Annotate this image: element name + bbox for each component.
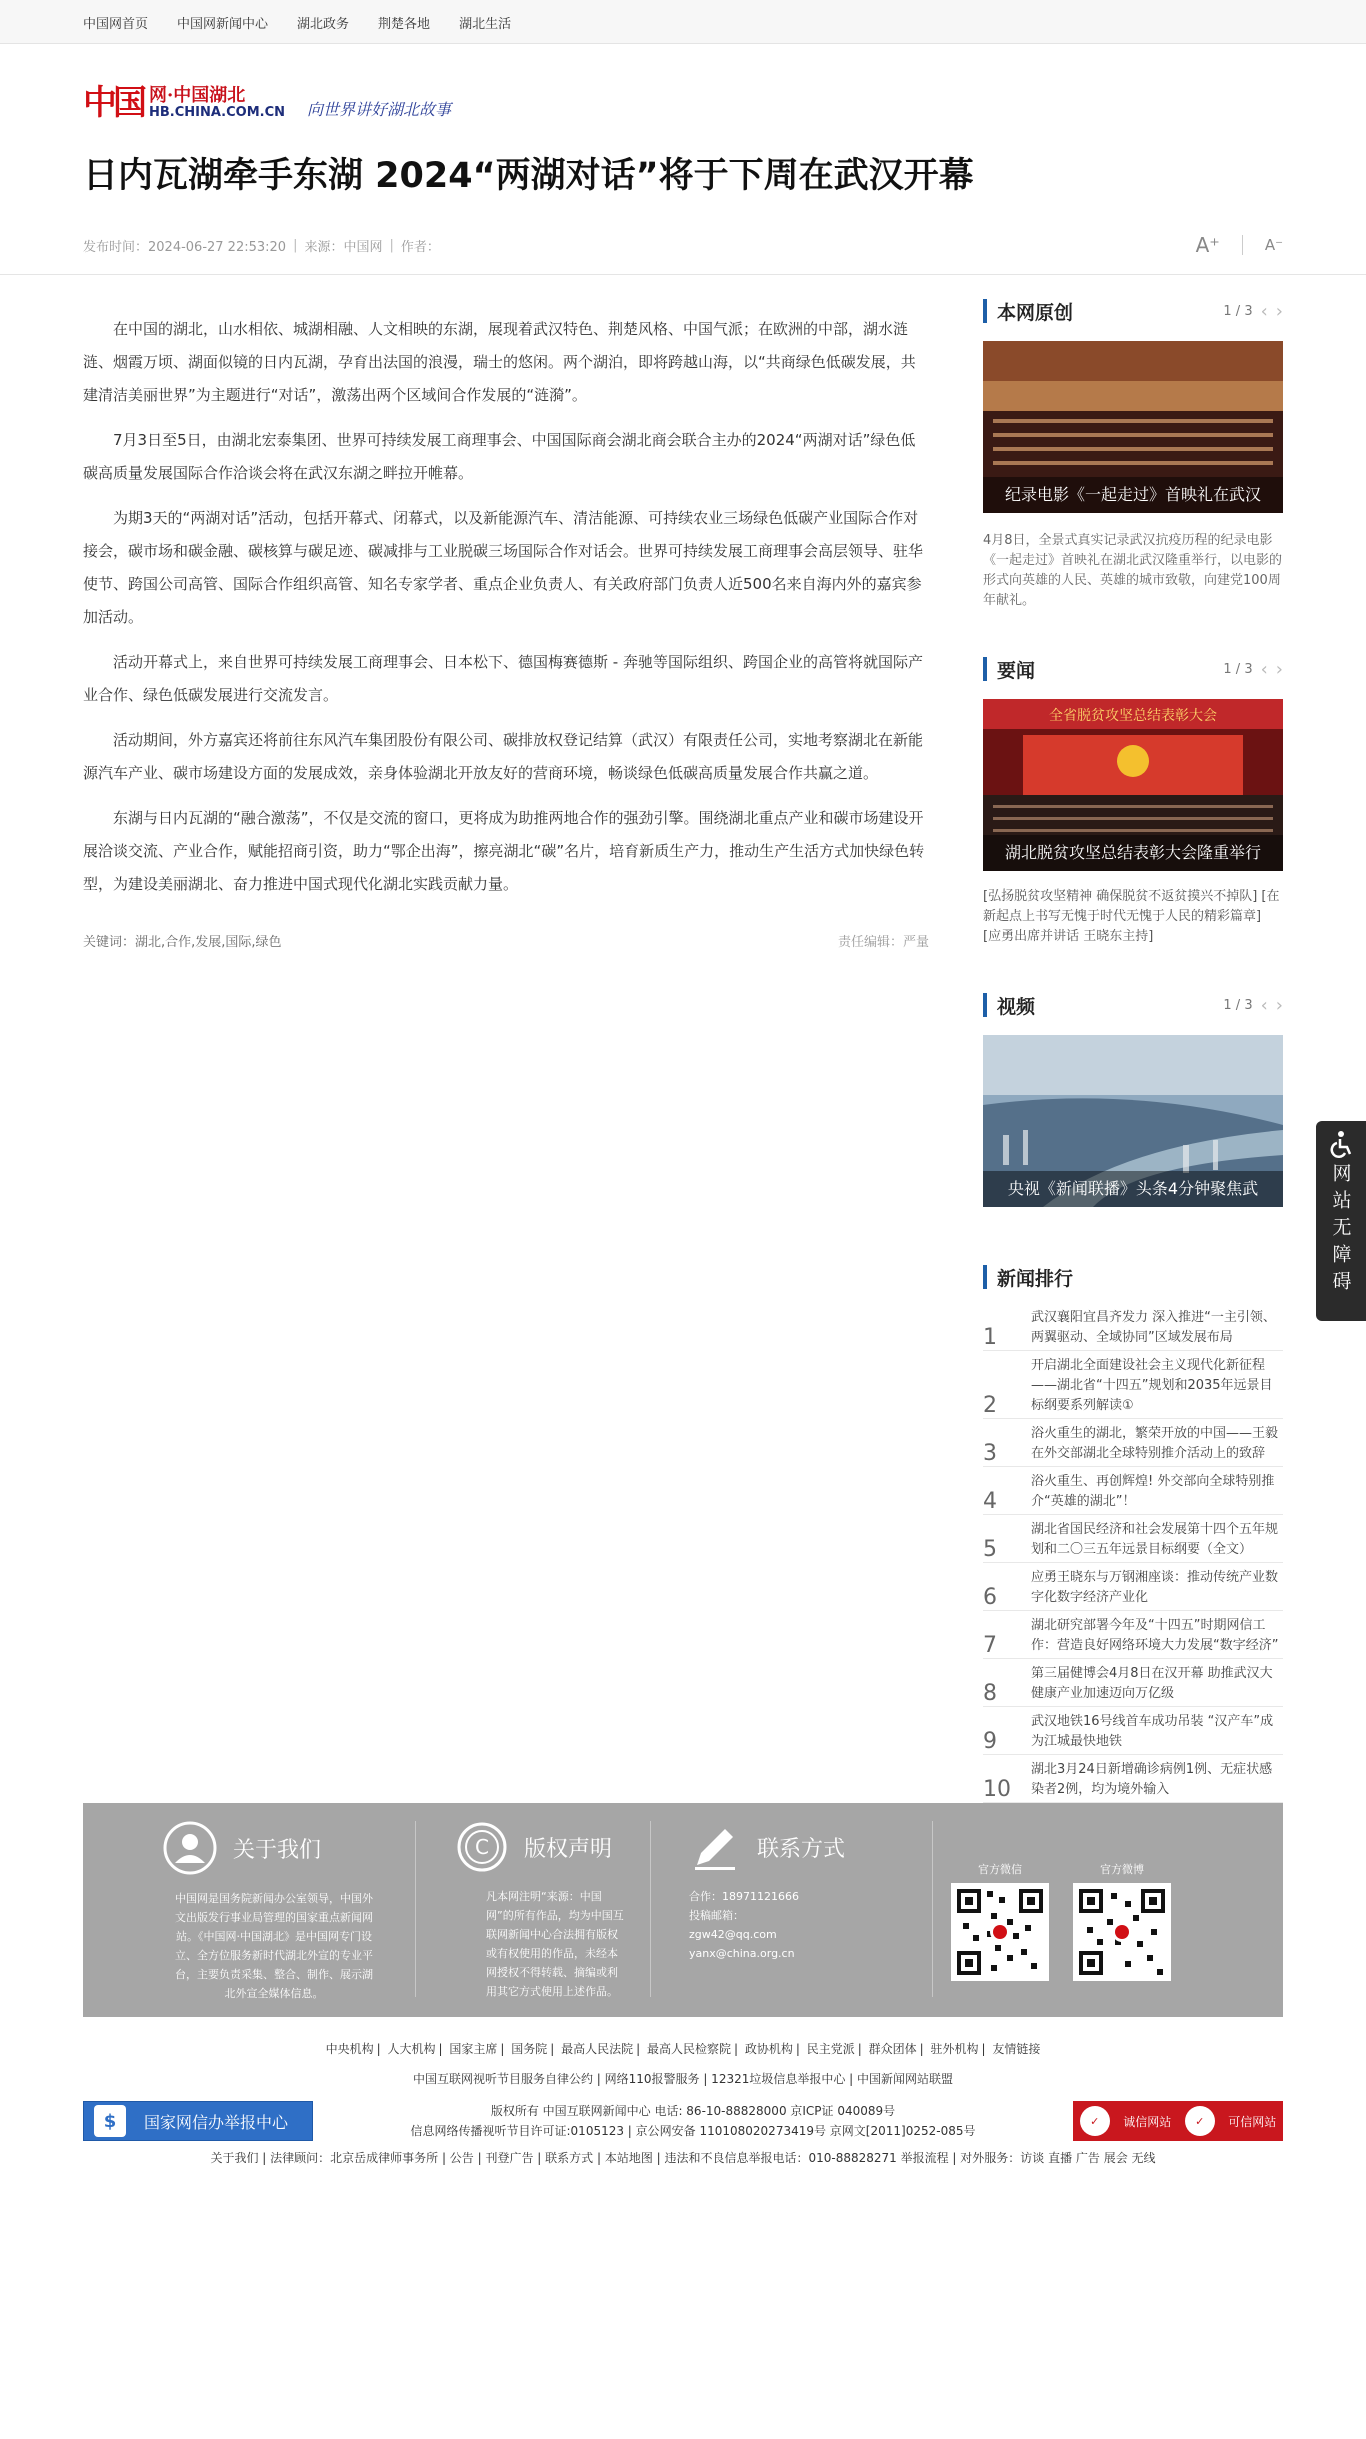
article-body	[83, 275, 929, 1803]
nav-link-hubei-life[interactable]: 湖北生活	[459, 16, 512, 32]
accessibility-label: 网站无障碍	[1329, 1163, 1352, 1298]
video-thumbnail[interactable]	[983, 1035, 1283, 1207]
list-item[interactable]	[983, 1611, 1283, 1659]
footer-copyright	[416, 1821, 651, 1997]
rank-title[interactable]: 湖北3月24日新增确诊病例1例、无症状感染者2例，均为境外输入	[1031, 1762, 1273, 1797]
footer-contact-title: 联系方式	[757, 1836, 846, 1862]
news-ranking-list	[983, 1303, 1283, 1803]
panel-header-news	[983, 657, 1283, 681]
report-center-button[interactable]	[83, 2101, 313, 2141]
footer-link[interactable]: 最高人民法院	[561, 2042, 634, 2056]
sidebar	[983, 275, 1283, 1803]
svg-text:C: C	[475, 1835, 489, 1859]
footer-bottom	[83, 2101, 1283, 2141]
nav-link-jingchu[interactable]: 荆楚各地	[378, 16, 431, 32]
footer-contact	[651, 1821, 933, 1997]
rank-title[interactable]: 第三届健博会4月8日在汉开幕 助推武汉大健康产业加速迈向万亿级	[1031, 1666, 1273, 1701]
footer-about-title: 关于我们	[233, 1837, 322, 1863]
contact-phone: 合作：18971121666	[689, 1890, 799, 1903]
footer-link[interactable]: 政协机构	[744, 2042, 793, 2056]
prev-arrow-icon[interactable]: ‹	[1260, 658, 1268, 680]
site-logo[interactable]	[83, 83, 452, 123]
article-meta: 发布时间：2024-06-27 22:53:20 | 来源：中国网 | 作者： A⁺ A⁻	[83, 233, 1283, 257]
font-decrease-button[interactable]: A⁻	[1264, 236, 1283, 254]
panel-title: 本网原创	[997, 301, 1074, 324]
rank-number: 4	[983, 1489, 997, 1514]
footer-link[interactable]: 友情链接	[992, 2042, 1041, 2056]
qr-label-wechat: 官方微信	[978, 1863, 1022, 1876]
list-item[interactable]	[983, 1419, 1283, 1467]
rank-title[interactable]: 开启湖北全面建设社会主义现代化新征程——湖北省“十四五”规划和2035年远景目标纲要系列解读①	[1031, 1358, 1273, 1413]
footer-link[interactable]: 驻外机构	[930, 2042, 979, 2056]
next-arrow-icon[interactable]: ›	[1275, 994, 1283, 1016]
footer-info-box	[83, 1803, 1283, 2017]
prev-arrow-icon[interactable]: ‹	[1260, 994, 1268, 1016]
next-arrow-icon[interactable]: ›	[1275, 300, 1283, 322]
footer-about-body: 中国网是国务院新闻办公室领导，中国外文出版发行事业局管理的国家重点新闻网站。《中国网·中国湖北》是中国网专门设立、全方位服务新时代湖北外宣的专业平台，主要负责采集、整合、制作、展示湖北外宣全媒体信息。	[175, 1892, 373, 2000]
article-footer	[83, 931, 929, 950]
rank-number: 9	[983, 1729, 997, 1754]
qr-label-weibo: 官方微博	[1100, 1863, 1144, 1876]
panel-title: 要闻	[997, 659, 1036, 682]
contact-mail-1[interactable]: zgw42@qq.com	[689, 1928, 777, 1941]
user-icon	[163, 1821, 217, 1875]
publish-time: 发布时间：2024-06-27 22:53:20	[83, 239, 287, 255]
wechat-qr-icon	[951, 1883, 1049, 1981]
footer-copyright-body: 凡本网注明“来源：中国网”的所有作品，均为中国互联网新闻中心合法拥有版权或有权使用的作品，未经本网授权不得转载、摘编或利用其它方式使用上述作品。	[486, 1890, 624, 1998]
list-item[interactable]	[983, 1707, 1283, 1755]
rank-title[interactable]: 武汉襄阳宜昌齐发力 深入推进“一主引领、两翼驱动、全域协同”区域发展布局	[1031, 1310, 1276, 1345]
panel-page-indicator: 1 / 3	[1223, 303, 1253, 319]
report-shield-icon: $	[94, 2105, 126, 2137]
banner-text: 全省脱贫攻坚总结表彰大会	[1049, 708, 1217, 724]
rank-number: 3	[983, 1441, 997, 1466]
rank-number: 8	[983, 1681, 997, 1706]
footer-link[interactable]: 国家主席	[449, 2042, 498, 2056]
footer-copyright-title: 版权声明	[524, 1836, 613, 1862]
footer-nav: 中央机构 | 人大机构 | 国家主席 | 国务院 | 最高人民法院 | 最高人民检察院 | 政协机构 | 民主党派 | 群众团体 | 驻外机构 | 友情链接	[325, 2042, 1041, 2056]
rank-number: 5	[983, 1537, 997, 1562]
rank-title[interactable]: 湖北省国民经济和社会发展第十四个五年规划和二〇三五年远景目标纲要（全文）	[1031, 1522, 1279, 1557]
contact-mail-label: 投稿邮箱：	[689, 1909, 744, 1922]
photo-caption[interactable]: 纪录电影《一起走过》首映礼在武汉	[983, 477, 1283, 513]
report-center-label: 国家网信办举报中心	[144, 2112, 289, 2132]
list-item[interactable]	[983, 1563, 1283, 1611]
trust-badges[interactable]	[1073, 2101, 1283, 2141]
nav-link-hubei-gov[interactable]: 湖北政务	[297, 16, 350, 32]
rank-title[interactable]: 浴火重生的湖北，繁荣开放的中国——王毅在外交部湖北全球特别推介活动上的致辞	[1031, 1426, 1279, 1461]
photo-caption[interactable]: 央视《新闻联播》头条4分钟聚焦武	[983, 1171, 1283, 1207]
footer-copyright-line: 版权所有 中国互联网新闻中心 电话: 86-10-88828000 京ICP证 040089号	[490, 2104, 896, 2118]
article-paragraph: 东湖与日内瓦湖的“融合激荡”，不仅是交流的窗口，更将成为助推两地合作的强劲引擎。围绕湖北重点产业和碳市场建设开展洽谈交流、产业合作，赋能招商引资，助力“鄂企出海”，擦亮湖北“碳”名片，培育新质生产力，推动生产生活方式加快绿色转型，为建设美丽湖北、奋力推进中国式现代化湖北实践贡献力量。	[83, 809, 925, 893]
next-arrow-icon[interactable]: ›	[1275, 658, 1283, 680]
article-author: 作者：	[400, 239, 440, 255]
article-paragraph: 活动开幕式上，来自世界可持续发展工商理事会、日本松下、德国梅赛德斯 - 奔驰等国际组织、跨国企业的高管将就国际产业合作、绿色低碳发展进行交流发言。	[83, 653, 923, 704]
article-source: 来源：中国网	[304, 239, 383, 255]
footer-icp-line: 信息网络传播视听节目许可证:0105123 | 京公网安备 110108020273419号 京网文[2011]0252-085号	[410, 2124, 976, 2138]
list-item[interactable]	[983, 1755, 1283, 1803]
font-size-controls	[1196, 233, 1283, 257]
rank-number: 1	[983, 1325, 997, 1350]
list-item[interactable]	[983, 1303, 1283, 1351]
panel-header-original	[983, 299, 1283, 323]
responsible-editor: 责任编辑：严量	[837, 935, 929, 950]
accessibility-button[interactable]	[1316, 1121, 1366, 1321]
article-paragraph: 在中国的湖北，山水相依、城湖相融、人文相映的东湖，展现着武汉特色、荆楚风格、中国气派；在欧洲的中部，湖水涟涟、烟霞万顷、湖面似镜的日内瓦湖，孕育出法国的浪漫，瑞士的悠闲。两个湖泊，即将跨越山海，以“共商绿色低碳发展，共建清洁美丽世界”为主题进行“对话”，激荡出两个区域间合作发展的“涟漪”。	[83, 320, 916, 404]
original-photo[interactable]	[983, 341, 1283, 513]
article-paragraph: 为期3天的“两湖对话”活动，包括开幕式、闭幕式，以及新能源汽车、清洁能源、可持续农业三场绿色低碳产业国际合作对接会，碳市场和碳金融、碳核算与碳足迹、碳减排与工业脱碳三场国际合作对话会。世界可持续发展工商理事会高层领导、驻华使节、跨国公司高管、国际合作组织高管、知名专家学者、重点企业负责人、有关政府部门负责人近500名来自海内外的嘉宾参加活动。	[83, 509, 924, 626]
wheelchair-icon	[1326, 1129, 1356, 1159]
trust-label-2: 可信网站	[1228, 2114, 1277, 2129]
rank-number: 2	[983, 1393, 997, 1418]
nav-link-china-home[interactable]: 中国网首页	[83, 16, 149, 32]
footer-qr-codes	[933, 1821, 1283, 2017]
copyright-icon	[456, 1821, 508, 1873]
trust-seal-icon-2: ✓	[1185, 2106, 1215, 2136]
rank-number: 6	[983, 1585, 997, 1610]
top-nav-bar	[0, 0, 1366, 44]
panel-title: 新闻排行	[997, 1267, 1074, 1290]
trust-label-1: 诚信网站	[1123, 2114, 1172, 2129]
list-item[interactable]	[983, 1659, 1283, 1707]
nav-link-news-center[interactable]: 中国网新闻中心	[177, 16, 269, 32]
rank-title[interactable]: 武汉地铁16号线首车成功吊装 “汉产车”成为江城最快地铁	[1031, 1714, 1274, 1749]
footer-link[interactable]: 民主党派	[806, 2042, 855, 2056]
rank-number: 7	[983, 1633, 997, 1658]
footer-link[interactable]: 群众团体	[868, 2042, 917, 2056]
photo-caption[interactable]: 湖北脱贫攻坚总结表彰大会隆重举行	[983, 835, 1283, 871]
contact-mail-2[interactable]: yanx@china.org.cn	[689, 1947, 795, 1960]
article-keywords[interactable]: 关键词：湖北,合作,发展,国际,绿色	[83, 935, 282, 950]
prev-arrow-icon[interactable]: ‹	[1260, 300, 1268, 322]
news-photo[interactable]	[983, 699, 1283, 871]
article-title: 日内瓦湖牵手东湖 2024“两湖对话”将于下周在武汉开幕	[83, 156, 974, 196]
footer-link[interactable]: 中央机构	[325, 2042, 374, 2056]
footer-link[interactable]: 国务院	[511, 2042, 548, 2056]
footer-link[interactable]: 最高人民检察院	[646, 2042, 731, 2056]
panel-page-indicator: 1 / 3	[1223, 997, 1253, 1013]
panel-header-video	[983, 993, 1283, 1017]
list-item[interactable]	[983, 1467, 1283, 1515]
panel-page-indicator: 1 / 3	[1223, 661, 1253, 677]
font-increase-button[interactable]: A⁺	[1195, 233, 1220, 257]
list-item[interactable]	[983, 1351, 1283, 1419]
footer-about	[83, 1821, 416, 2000]
list-item[interactable]	[983, 1515, 1283, 1563]
rank-title[interactable]: 应勇王晓东与万钢湘座谈：推动传统产业数字化数字经济产业化	[1031, 1570, 1279, 1605]
footer-link[interactable]: 人大机构	[387, 2042, 436, 2056]
news-related-links[interactable]: [弘扬脱贫攻坚精神 确保脱贫不返贫摸兴不掉队] [在新起点上书写无愧于时代无愧于人民的精彩篇章] [应勇出席并讲话 王晓东主持]	[983, 889, 1280, 944]
rank-title[interactable]: 浴火重生、再创辉煌! 外交部向全球特别推介“英雄的湖北”！	[1031, 1474, 1275, 1509]
weibo-qr-icon	[1073, 1883, 1171, 1981]
footer-last-line: 关于我们 | 法律顾问：北京岳成律师事务所 | 公告 | 刊登广告 | 联系方式 | 本站地图 | 违法和不良信息举报电话：010-88828271 举报流程 | 对外服务：访谈 直播 广告 展会 无线	[210, 2151, 1156, 2165]
rank-number: 10	[983, 1777, 1011, 1802]
trust-seal-icon: ✓	[1080, 2106, 1110, 2136]
logo-domain: HB.CHINA.COM.CN	[149, 104, 285, 120]
original-description: 4月8日，全景式真实记录武汉抗疫历程的纪录电影《一起走过》首映礼在湖北武汉隆重举行，以电影的形式向英雄的人民、英雄的城市致敬，向建党100周年献礼。	[983, 533, 1283, 608]
footer-license-line: 中国互联网视听节目服务自律公约 | 网络110报警服务 | 12321垃圾信息举报中心 | 中国新闻网站联盟	[412, 2072, 954, 2086]
rank-title[interactable]: 湖北研究部署今年及“十四五”时期网信工作：营造良好网络环境大力发展“数字经济”	[1031, 1618, 1279, 1653]
panel-title: 视频	[997, 995, 1036, 1018]
logo-slogan: 向世界讲好湖北故事	[307, 99, 452, 119]
logo-title: 网·中国湖北	[149, 84, 246, 106]
article-paragraph: 7月3日至5日，由湖北宏泰集团、世界可持续发展工商理事会、中国国际商会湖北商会联合主办的2024“两湖对话”绿色低碳高质量发展国际合作洽谈会将在武汉东湖之畔拉开帷幕。	[83, 431, 916, 482]
logo-row	[83, 44, 1283, 124]
panel-header-ranking	[983, 1265, 1283, 1289]
logo-mark: 中国	[83, 83, 143, 123]
pen-icon	[689, 1821, 741, 1873]
article-paragraph: 活动期间，外方嘉宾还将前往东风汽车集团股份有限公司、碳排放权登记结算（武汉）有限责任公司，实地考察湖北在新能源汽车产业、碳市场建设方面的发展成效，亲身体验湖北开放友好的营商环境，畅谈绿色低碳高质量发展合作共赢之道。	[83, 731, 924, 782]
